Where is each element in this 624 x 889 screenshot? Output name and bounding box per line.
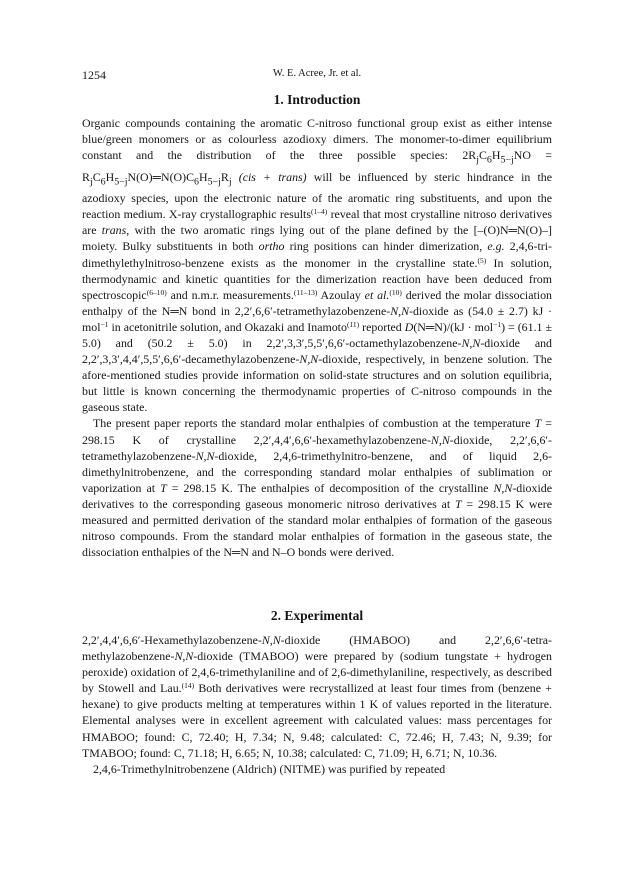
italic-text: N,N xyxy=(261,633,281,647)
text: H xyxy=(491,148,501,163)
text: reveal that most crystalline nitroso derivatives are xyxy=(82,207,553,238)
reference: (1–4) xyxy=(310,207,328,217)
reference: (5) xyxy=(477,255,487,265)
subscript: j xyxy=(476,154,479,166)
italic-text: N,N xyxy=(493,480,513,495)
subscript: 6 xyxy=(486,154,492,166)
text: The present paper reports the standard molar enthalpies of combustion at the temperature xyxy=(93,416,535,431)
text: -dioxide, 2,4,6-trimethylnitro-benzene, and of liquid 2,6-dimethylnitrobenzene, and the corresponding standard molar enthalpies of sublimation or vaporization at xyxy=(82,448,552,495)
experimental-heading: 2. Experimental xyxy=(270,608,364,623)
italic-text: D xyxy=(404,319,414,334)
text: 2,4,6-tri-dimethylethylnitroso-benzene exists as the monomer in the crystalline state. xyxy=(82,239,552,270)
text: -dioxide and 2,2′,3,3′,4,4′,5,5′,6,6′-decamethylazobenzene- xyxy=(82,335,552,367)
italic-text: e.g. xyxy=(487,239,505,254)
experimental-paragraph-2: 2,4,6-Trimethylnitrobenzene (Aldrich) (NITME) was purified by repeated xyxy=(93,761,446,776)
text: 2,2′,4,4′,6,6′-Hexamethylazobenzene- xyxy=(82,633,262,647)
text: and n.m.r. measurements. xyxy=(166,287,294,302)
text: H xyxy=(105,169,115,184)
text: will be influenced by steric hindrance in the azodioxy species, upon the electronic nature of the aromatic ring substituents, and upon the reaction medium. X-ray crystallographic results xyxy=(82,169,553,222)
text: -dioxide (HMABOO) and 2,2′,6,6′-tetra-methylazobenzene- xyxy=(82,633,552,664)
reference: (11) xyxy=(346,319,360,329)
text: ring positions can hinder dimerization, xyxy=(284,239,488,254)
text: C xyxy=(92,169,101,184)
text: -dioxide as (54.0 ± 2.7) kJ · mol xyxy=(82,303,552,334)
running-head: W. E. Acree, Jr. et al. xyxy=(272,68,362,79)
text: Organic compounds containing the aromatic C-nitroso functional group exist as either intense blue/green monomers or as colourless azodioxy dimers. The monomer-to-dimer equilibrium constant and the distribution of the three possible species: 2R xyxy=(82,116,552,163)
introduction-section xyxy=(82,92,552,560)
text: ) = (61.1 ± 5.0) and (50.2 ± 5.0) in 2,2′,3,3′,5,5′,6,6′-octamethylazobenzene- xyxy=(82,319,552,350)
subscript: 6 xyxy=(100,176,106,188)
subscript: j xyxy=(89,176,93,188)
text: H xyxy=(198,169,208,184)
text: reported xyxy=(359,319,405,334)
page-number: 1254 xyxy=(82,68,106,82)
text: Azoulay xyxy=(317,287,365,302)
text: = 298.15 K. The enthalpies of decomposition of the crystalline xyxy=(166,480,494,495)
text: -dioxide (TMABOO) were prepared by (sodium tungstate + hydrogen peroxide) oxidation of 2,4,6-trimethylaniline and of 2,6-dimethylaniline, respectively, as described by Stowell and Lau. xyxy=(82,649,552,696)
reference: (11–13) xyxy=(293,287,318,297)
italic-text: N,N xyxy=(299,352,319,367)
page-header xyxy=(82,68,552,84)
text: -dioxide, respectively, in benzene solution. The afore-mentioned studies provide information on solid-state structures and on solution equilibria, but little is known concerning the thermodynamic properties of C-nitroso compounds in the gaseous state. xyxy=(82,352,552,415)
text: NO = R xyxy=(82,148,553,184)
text: N(O)═N(O)C xyxy=(127,169,195,184)
text: C xyxy=(478,148,487,163)
italic-text: N,N xyxy=(461,335,481,350)
italic-text: N,N xyxy=(390,303,410,318)
italic-text: N,N xyxy=(195,448,215,463)
text: (N═N)/(kJ · mol xyxy=(413,319,494,334)
italic-text: (cis + trans) xyxy=(238,169,307,184)
superscript: −1 xyxy=(493,319,502,329)
text: = 298.15 K were measured and permitted derivation of the standard molar enthalpies of formation of the gaseous nitroso compounds. From the standard molar enthalpies of formation in the gaseous state, the dissociation enthalpies of the N═N and N–O bonds were derived. xyxy=(82,496,552,560)
text: Both derivatives were recrystallized at least four times from (benzene + hexane) to give products melting at temperatures within 1 K of values reported in the literature. Elemental analyses were in excellent agreement with calculated values: mass percentages for HMABOO; found: C, 72.40; H, 7.34; N, 9.48; calculated: C, 72.46; H, 7.43; N, 9.39; for TMABOO; found: C, 71.18; H, 6.65; N, 10.38; calculated: C, 71.09; H, 6.71; N, 10.36. xyxy=(82,681,552,760)
text: -dioxide, 2,2′,6,6′-tetramethylazobenzene- xyxy=(82,432,552,463)
subscript: 6 xyxy=(194,176,199,188)
subscript: j xyxy=(228,176,232,188)
text: in acetonitrile solution, and Okazaki and Inamoto xyxy=(108,319,347,334)
text: R xyxy=(220,169,229,184)
text: derived the molar dissociation enthalpy of the N═N bond in 2,2′,6,6′-tetramethylazobenzene- xyxy=(82,287,552,318)
reference: (10) xyxy=(389,287,402,297)
experimental-section xyxy=(82,608,552,777)
italic-text: trans xyxy=(101,223,127,238)
italic-text: T xyxy=(534,416,542,431)
reference: (14) xyxy=(181,681,195,691)
introduction-heading: 1. Introduction xyxy=(273,92,361,107)
text: -dioxide derivatives to the corresponding gaseous monomeric nitroso derivatives at xyxy=(82,480,552,511)
italic-text: ortho xyxy=(258,239,285,254)
text: , with the two aromatic rings lying out of the plane defined by the [–(O)N═N(O)–] moiety. Bulky substituents in both xyxy=(82,223,552,254)
italic-text: N,N xyxy=(174,649,194,664)
italic-text: T xyxy=(160,480,167,495)
experimental-paragraph-1 xyxy=(82,632,552,761)
italic-text: N,N xyxy=(430,432,450,447)
reference: (6–10) xyxy=(146,287,167,297)
introduction-paragraph-2 xyxy=(82,415,552,560)
italic-text: et al. xyxy=(364,287,390,302)
subscript: 5−j xyxy=(500,154,514,166)
superscript: −1 xyxy=(100,319,109,329)
subscript: 5−j xyxy=(114,176,128,188)
italic-text: T xyxy=(454,496,462,511)
introduction-paragraph-1 xyxy=(82,115,552,415)
text: = 298.15 K of crystalline 2,2′,4,4′,6,6′-hexamethylazobenzene- xyxy=(82,416,552,447)
subscript: 5−j xyxy=(207,176,221,188)
text: In solution, thermodynamic and kinetic quantities for the dimerization reaction have been deduced from spectroscopic xyxy=(82,255,552,302)
